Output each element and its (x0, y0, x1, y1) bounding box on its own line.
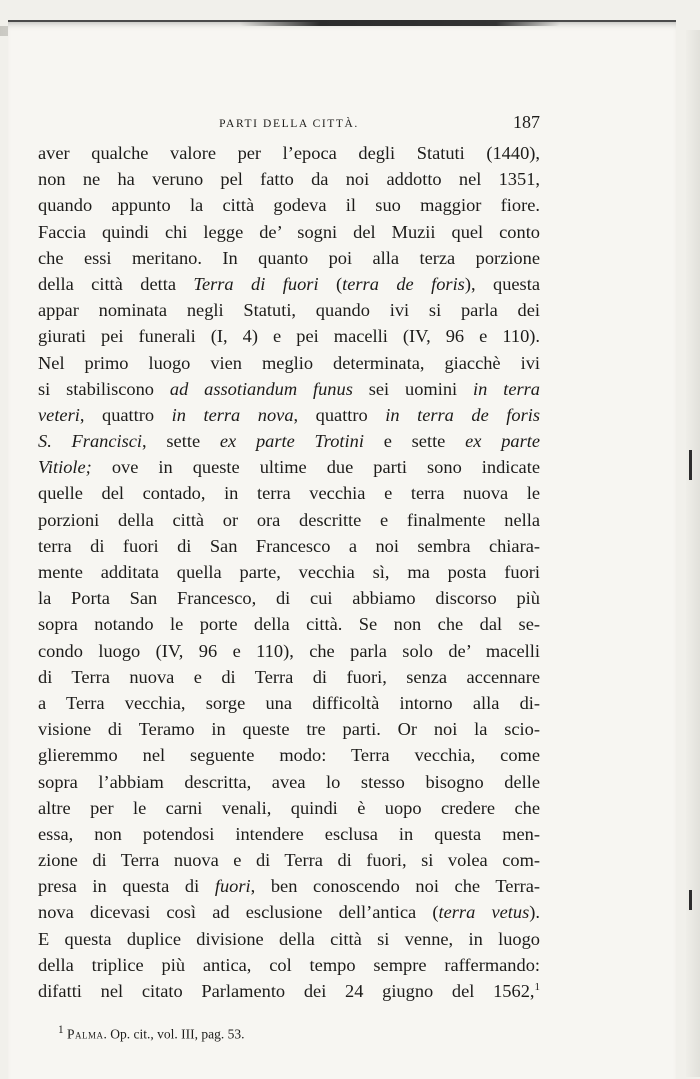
text-line (38, 926, 540, 952)
text-run: nova dicevasi così ad esclusione dell’antica ( (38, 902, 439, 923)
edge-mark (689, 890, 692, 910)
text-run: che essi meritano. In quanto poi alla terza porzione (38, 247, 540, 268)
text-line (38, 873, 540, 899)
text-line (38, 533, 540, 559)
text-line (38, 428, 540, 454)
text-line (38, 559, 540, 585)
italic-phrase: in terra nova (171, 404, 294, 425)
italic-phrase: in terra (473, 378, 540, 399)
text-run: presa in questa di (38, 876, 215, 897)
text-line (38, 978, 540, 1004)
text-line (38, 952, 540, 978)
text-run: quelle del contado, in terra vecchia e terra nuova le (38, 483, 540, 504)
text-line (38, 664, 540, 690)
text-run: non ne ha veruno pel fatto da noi addotto nel 1351, (38, 169, 540, 190)
text-run: terra di fuori di San Francesco a noi sembra chiara- (38, 535, 540, 556)
text-line (38, 140, 540, 166)
text-line (38, 769, 540, 795)
text-line (38, 821, 540, 847)
text-run: quando appunto la città godeva il suo maggior fiore. (38, 195, 540, 216)
text-run: appar nominata negli Statuti, quando ivi si parla dei (38, 300, 540, 321)
italic-phrase: Terra di fuori (193, 273, 319, 294)
text-line (38, 350, 540, 376)
text-run: altre per le carni venali, quindi è uopo credere che (38, 797, 540, 818)
text-run: sopra notando le porte della città. Se non che dal se- (38, 614, 540, 635)
text-run: porzioni della città or ora descritte e finalmente nella (38, 509, 540, 530)
body-text (38, 140, 540, 1004)
text-line (38, 638, 540, 664)
italic-phrase: terra de foris (342, 273, 465, 294)
text-run: mente additata quella parte, vecchia sì, ma posta fuori (38, 562, 540, 582)
page-number: 187 (513, 112, 540, 132)
page-header (38, 112, 540, 136)
text-run: , quattro (79, 404, 172, 425)
text-run: Faccia quindi chi legge de’ sogni del Muzii quel conto (38, 221, 540, 242)
text-line (38, 585, 540, 611)
text-run: glieremmo nel seguente modo: Terra vecchia, come (38, 745, 540, 766)
text-line (38, 480, 540, 506)
text-run: , quattro (293, 404, 386, 425)
italic-phrase: ex parte Trotini (219, 431, 364, 452)
text-run: ). (529, 902, 540, 923)
text-line (38, 454, 540, 480)
page-edge-right (686, 30, 700, 1077)
italic-phrase: in terra de foris (385, 404, 541, 425)
text-run: zione di Terra nuova e di Terra di fuori, si volea com- (38, 850, 540, 871)
text-line (38, 192, 540, 218)
text-run: della triplice più antica, col tempo sempre raffermando: (38, 954, 540, 975)
text-run: visione di Teramo in queste tre parti. Or noi la scio- (38, 719, 540, 740)
footnote-marker: 1 (58, 1024, 64, 1036)
text-run: sopra l’abbiam descritta, avea lo stesso bisogno delle (38, 771, 540, 792)
italic-phrase: S. Francisci (38, 431, 143, 452)
text-line (38, 847, 540, 873)
text-line (38, 245, 540, 271)
text-run: , sette (142, 431, 220, 452)
text-run: ), questa (464, 273, 540, 294)
text-run: di Terra nuova e di Terra di fuori, senza accennare (38, 666, 540, 687)
text-run: a Terra vecchia, sorge una difficoltà intorno alla di- (38, 692, 540, 713)
text-run: aver qualche valore per l’epoca degli Statuti (1440), (38, 143, 540, 163)
italic-phrase: Vitiole; (38, 457, 92, 478)
edge-mark (689, 450, 692, 480)
scan-binding-mark (240, 20, 560, 26)
text-run: difatti nel citato Parlamento dei 24 giugno del 1562, (38, 981, 535, 1001)
text-line (38, 716, 540, 742)
text-line (38, 297, 540, 323)
text-run: sei uomini (352, 378, 474, 399)
text-line (38, 742, 540, 768)
text-line (38, 507, 540, 533)
footnote-author: Palma (67, 1026, 104, 1042)
text-line (38, 899, 540, 925)
text-run: condo luogo (IV, 96 e 110), che parla solo de’ macelli (38, 640, 540, 661)
italic-phrase: veteri (38, 404, 80, 425)
text-line (38, 402, 540, 428)
italic-phrase: terra vetus (438, 902, 530, 923)
italic-phrase: ex parte (465, 431, 541, 452)
text-line (38, 323, 540, 349)
footnote-text: . Op. cit., vol. III, pag. 53. (103, 1026, 245, 1042)
text-run: Nel primo luogo vien meglio determinata, giacchè ivi (38, 352, 540, 373)
text-line (38, 271, 540, 297)
text-run: ove in queste ultime due parti sono indicate (91, 457, 540, 478)
running-title: PARTI DELLA CITTÀ. (219, 118, 359, 130)
footnote (58, 1024, 245, 1043)
text-run: ( (318, 273, 343, 294)
italic-phrase: ad assotiandum funus (169, 378, 353, 399)
text-run: , ben conoscendo noi che Terra- (250, 876, 540, 897)
text-line (38, 795, 540, 821)
text-line (38, 690, 540, 716)
text-line (38, 376, 540, 402)
text-line (38, 219, 540, 245)
italic-phrase: fuori (214, 876, 251, 897)
text-run: giurati pei funerali (I, 4) e pei macelli (IV, 96 e 110). (38, 326, 540, 347)
text-run: si stabiliscono (38, 378, 170, 399)
text-run: essa, non potendosi intendere esclusa in questa men- (38, 823, 540, 844)
footnote-reference: 1 (534, 980, 540, 993)
text-line (38, 611, 540, 637)
text-run: e sette (363, 431, 466, 452)
text-run: la Porta San Francesco, di cui abbiamo discorso più (38, 588, 540, 609)
text-run: E questa duplice divisione della città si venne, in luogo (38, 928, 540, 949)
text-line (38, 166, 540, 192)
text-run: della città detta (38, 273, 194, 294)
